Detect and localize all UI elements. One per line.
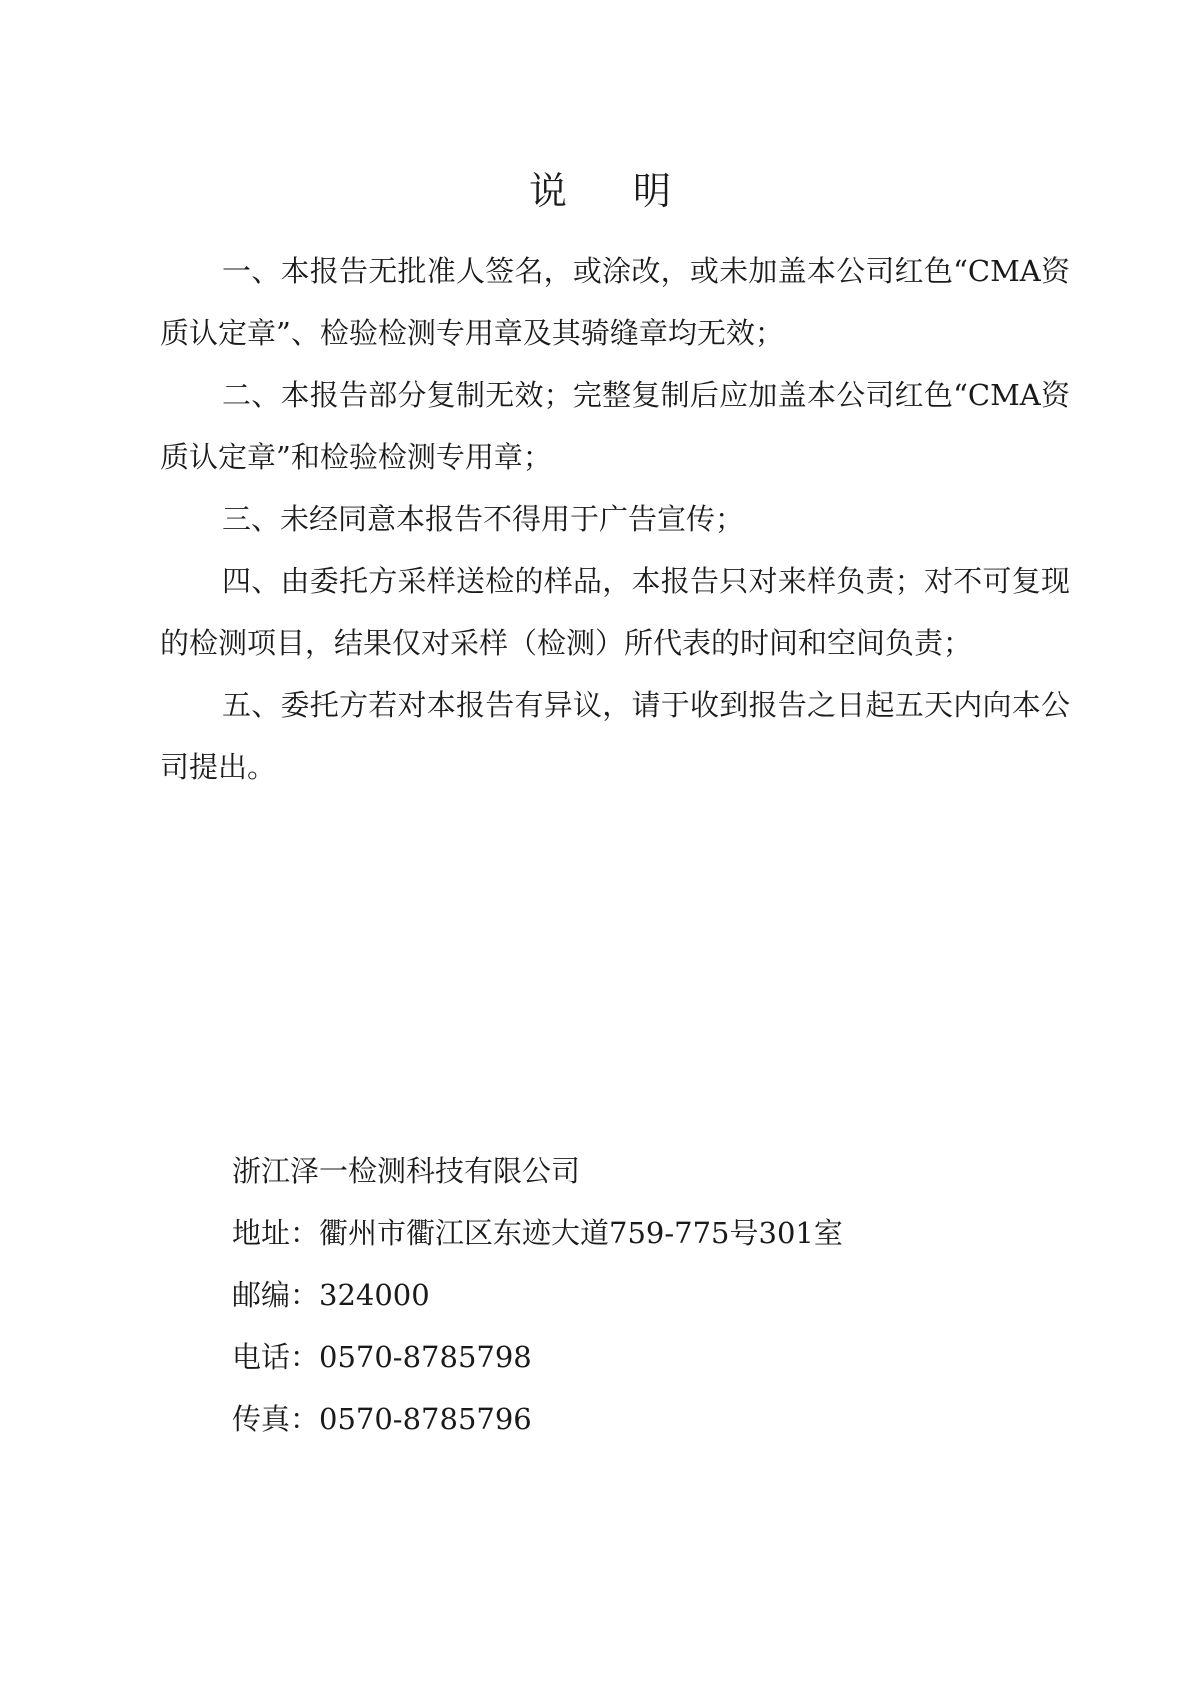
company-address: 地址：衢州市衢江区东迹大道759-775号301室 [232,1216,843,1250]
clause-1: 一、本报告无批准人签名，或涂改，或未加盖本公司红色“CMA资质认定章”、检验检测专用章及其骑缝章均无效； [160,254,1070,350]
page-title: 说明 [528,169,737,213]
clause-5: 五、委托方若对本报告有异议，请于收到报告之日起五天内向本公司提出。 [160,688,1070,784]
clause-2: 二、本报告部分复制无效；完整复制后应加盖本公司红色“CMA资质认定章”和检验检测专用章； [160,378,1070,474]
clause-list [160,240,1070,798]
company-phone: 电话：0570-8785798 [232,1340,532,1374]
clause-3: 三、未经同意本报告不得用于广告宣传； [222,502,745,536]
clause-4: 四、由委托方采样送检的样品，本报告只对来样负责；对不可复现的检测项目，结果仅对采样（检测）所代表的时间和空间负责； [160,564,1070,660]
company-fax: 传真：0570-8785796 [232,1402,532,1436]
company-postcode: 邮编：324000 [232,1278,430,1312]
company-name: 浙江泽一检测科技有限公司 [232,1154,581,1188]
company-info [232,1140,1032,1450]
